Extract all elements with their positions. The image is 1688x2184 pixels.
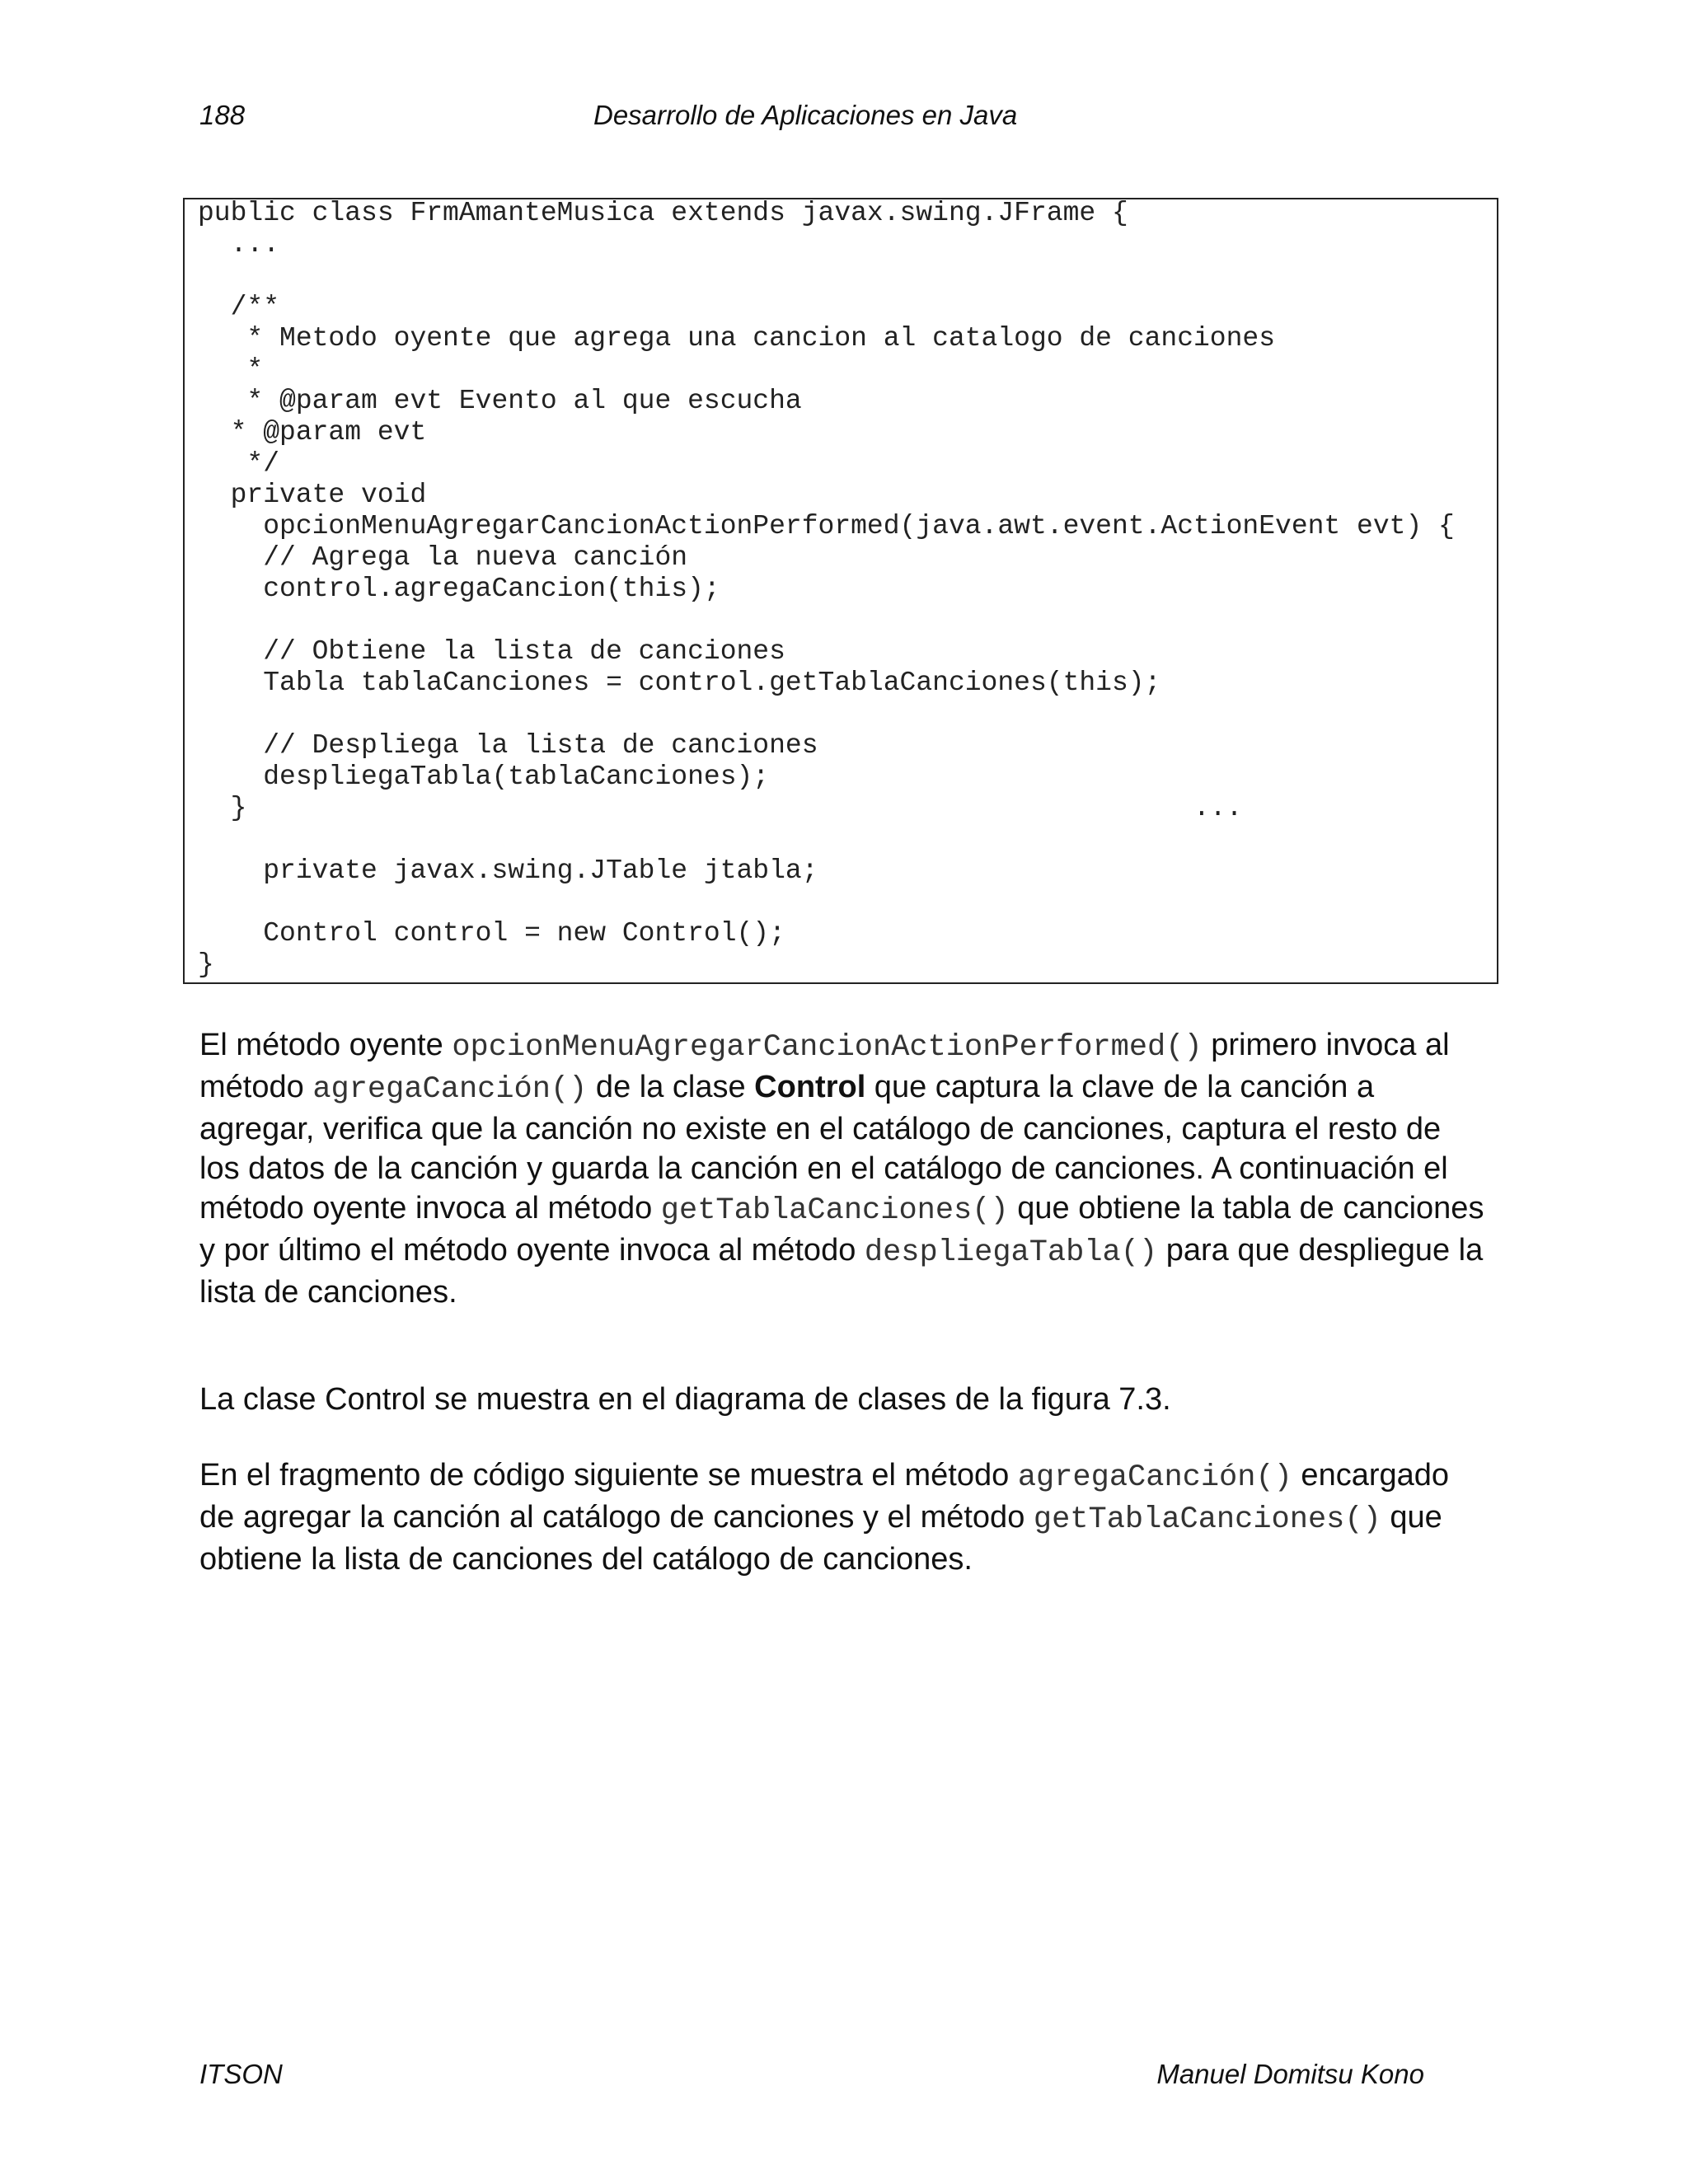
- code-inline: getTablaCanciones(): [660, 1193, 1009, 1228]
- code-line: * @param evt Evento al que escucha: [198, 386, 802, 416]
- code-line: public class FrmAmanteMusica extends javax.swing.JFrame {: [198, 198, 1128, 228]
- footer-author: Manuel Domitsu Kono: [1156, 2059, 1424, 2089]
- code-line: [198, 887, 1455, 918]
- code-line: private javax.swing.JTable jtabla;: [198, 855, 818, 886]
- code-line: [198, 605, 1455, 636]
- code-line: opcionMenuAgregarCancionActionPerformed(java.awt.event.ActionEvent evt) {: [198, 511, 1455, 541]
- code-line: despliegaTabla(tablaCanciones);: [198, 762, 770, 792]
- text-run: que obtiene la tabla de canciones y por último el método oyente invoca al método: [199, 1191, 1484, 1268]
- code-line: [198, 824, 1455, 855]
- page-header: [199, 97, 1418, 134]
- page-number: 188: [199, 100, 246, 130]
- code-line: private void: [198, 480, 427, 510]
- code-line: /**: [198, 292, 280, 322]
- page-footer: [199, 2056, 1424, 2093]
- code-line: ...: [198, 229, 280, 260]
- text-run: encargado de agregar la canción al catálogo de canciones y el método: [199, 1458, 1450, 1535]
- code-line: */: [198, 448, 280, 479]
- bold-class-name: Control: [754, 1070, 866, 1104]
- code-inline: agregaCanción(): [1017, 1460, 1292, 1495]
- code-line: * Metodo oyente que agrega una cancion al catalogo de canciones: [198, 323, 1276, 354]
- code-line: // Obtiene la lista de canciones: [198, 636, 785, 667]
- text-run: que obtiene la lista de canciones del catálogo de canciones.: [199, 1500, 1442, 1577]
- code-line: [198, 699, 1455, 730]
- code-line: *: [198, 354, 264, 385]
- code-inline: getTablaCanciones(): [1033, 1502, 1381, 1537]
- text-run: primero invoca al método: [199, 1028, 1450, 1104]
- paragraph-method-explanation: [199, 1025, 1485, 1312]
- text-run: para que despliegue la lista de canciones.: [199, 1233, 1484, 1310]
- book-title: Desarrollo de Aplicaciones en Java: [593, 100, 1018, 130]
- code-inline: agregaCanción(): [312, 1072, 588, 1107]
- code-listing: [198, 198, 1455, 981]
- text-run: de la clase: [587, 1070, 755, 1104]
- code-inline: opcionMenuAgregarCancionActionPerformed(): [452, 1030, 1203, 1065]
- code-line: // Despliega la lista de canciones: [198, 730, 818, 761]
- code-line: [198, 260, 1455, 292]
- code-line: }: [198, 949, 214, 980]
- code-line: Tabla tablaCanciones = control.getTablaCanciones(this);: [198, 668, 1161, 698]
- code-line: } ...: [198, 793, 1243, 823]
- code-line: control.agregaCancion(this);: [198, 574, 720, 604]
- paragraph-code-fragment-intro: [199, 1455, 1485, 1579]
- footer-institution: ITSON: [199, 2059, 283, 2089]
- text-run: En el fragmento de código siguiente se muestra el método: [199, 1458, 1018, 1493]
- code-line: * @param evt: [198, 417, 427, 448]
- text-run: que captura la clave de la canción a agregar, verifica que la canción no existe en el catálogo de canciones, captura el resto de los datos de la canción y guarda la canción en el catálogo de canciones. A continuación el método oyente invoca al método: [199, 1070, 1448, 1226]
- code-line: Control control = new Control();: [198, 918, 785, 949]
- code-line: // Agrega la nueva canción: [198, 542, 688, 573]
- text-run: El método oyente: [199, 1028, 452, 1062]
- code-inline: despliegaTabla(): [864, 1235, 1158, 1270]
- paragraph-control-class: La clase Control se muestra en el diagrama de clases de la figura 7.3.: [199, 1382, 1171, 1417]
